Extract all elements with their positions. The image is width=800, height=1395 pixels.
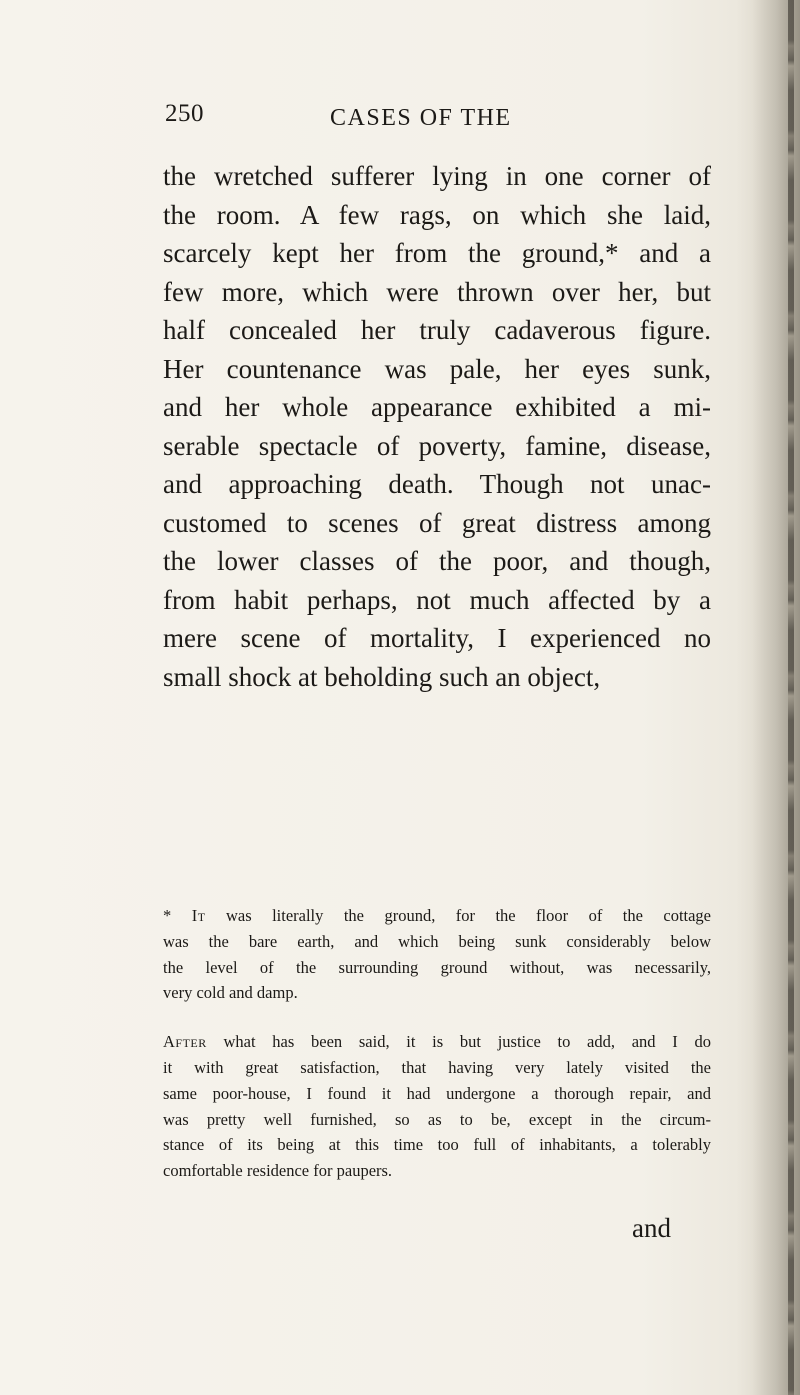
footnote-first-line bbox=[163, 903, 711, 929]
note-line: stance of its being at this time too full of inhabitants, a tolerably bbox=[163, 1135, 711, 1155]
page-number: 250 bbox=[165, 100, 204, 127]
additional-note bbox=[163, 1029, 711, 1184]
note-line: it with great satisfaction, that having very lately visited the bbox=[163, 1057, 711, 1077]
footnote-marker: * bbox=[163, 906, 192, 925]
footnotes bbox=[163, 903, 711, 1184]
note-first-line bbox=[163, 1029, 711, 1055]
note-line: comfortable residence for paupers. bbox=[163, 1161, 393, 1181]
footnote-line: very cold and damp. bbox=[163, 983, 298, 1003]
body-paragraph bbox=[163, 157, 711, 696]
catchword: and bbox=[632, 1213, 671, 1243]
body-line: customed to scenes of great distress among bbox=[163, 507, 711, 538]
footnote-lead-word: It bbox=[191, 906, 206, 925]
note-spacer bbox=[163, 1006, 711, 1029]
note-line: same poor-house, I found it had undergone a thorough repair, and bbox=[163, 1083, 711, 1103]
body-line: few more, which were thrown over her, but bbox=[163, 276, 711, 307]
body-line: and approaching death. Though not unac- bbox=[163, 469, 711, 499]
note-lead-word: After bbox=[163, 1032, 207, 1052]
body-line: half concealed her truly cadaverous figure. bbox=[163, 315, 711, 345]
body-line: mere scene of mortality, I experienced no bbox=[163, 623, 711, 653]
body-line: and her whole appearance exhibited a mi- bbox=[163, 392, 711, 422]
page-edge bbox=[788, 0, 794, 1395]
footnote-first-line-text: was literally the ground, for the floor of the cottage bbox=[205, 906, 712, 925]
footnote bbox=[163, 903, 711, 1006]
body-line: the wretched sufferer lying in one corner of bbox=[163, 161, 711, 191]
footnote-line: was the bare earth, and which being sunk considerably below bbox=[163, 931, 711, 951]
body-line: from habit perhaps, not much affected by a bbox=[163, 584, 711, 615]
note-first-line-text: what has been said, it is but justice to add, and I do bbox=[206, 1032, 711, 1052]
body-line: the lower classes of the poor, and though, bbox=[163, 546, 711, 576]
body-line: scarcely kept her from the ground,* and a bbox=[163, 238, 711, 268]
body-line: serable spectacle of poverty, famine, disease, bbox=[163, 430, 711, 461]
running-head: CASES OF THE bbox=[330, 105, 512, 131]
body-line: small shock at beholding such an object, bbox=[163, 661, 601, 692]
body-line: the room. A few rags, on which she laid, bbox=[163, 199, 711, 230]
note-line: was pretty well furnished, so as to be, except in the circum- bbox=[163, 1109, 711, 1129]
footnote-line: the level of the surrounding ground without, was necessarily, bbox=[163, 957, 711, 977]
body-line: Her countenance was pale, her eyes sunk, bbox=[163, 353, 711, 384]
